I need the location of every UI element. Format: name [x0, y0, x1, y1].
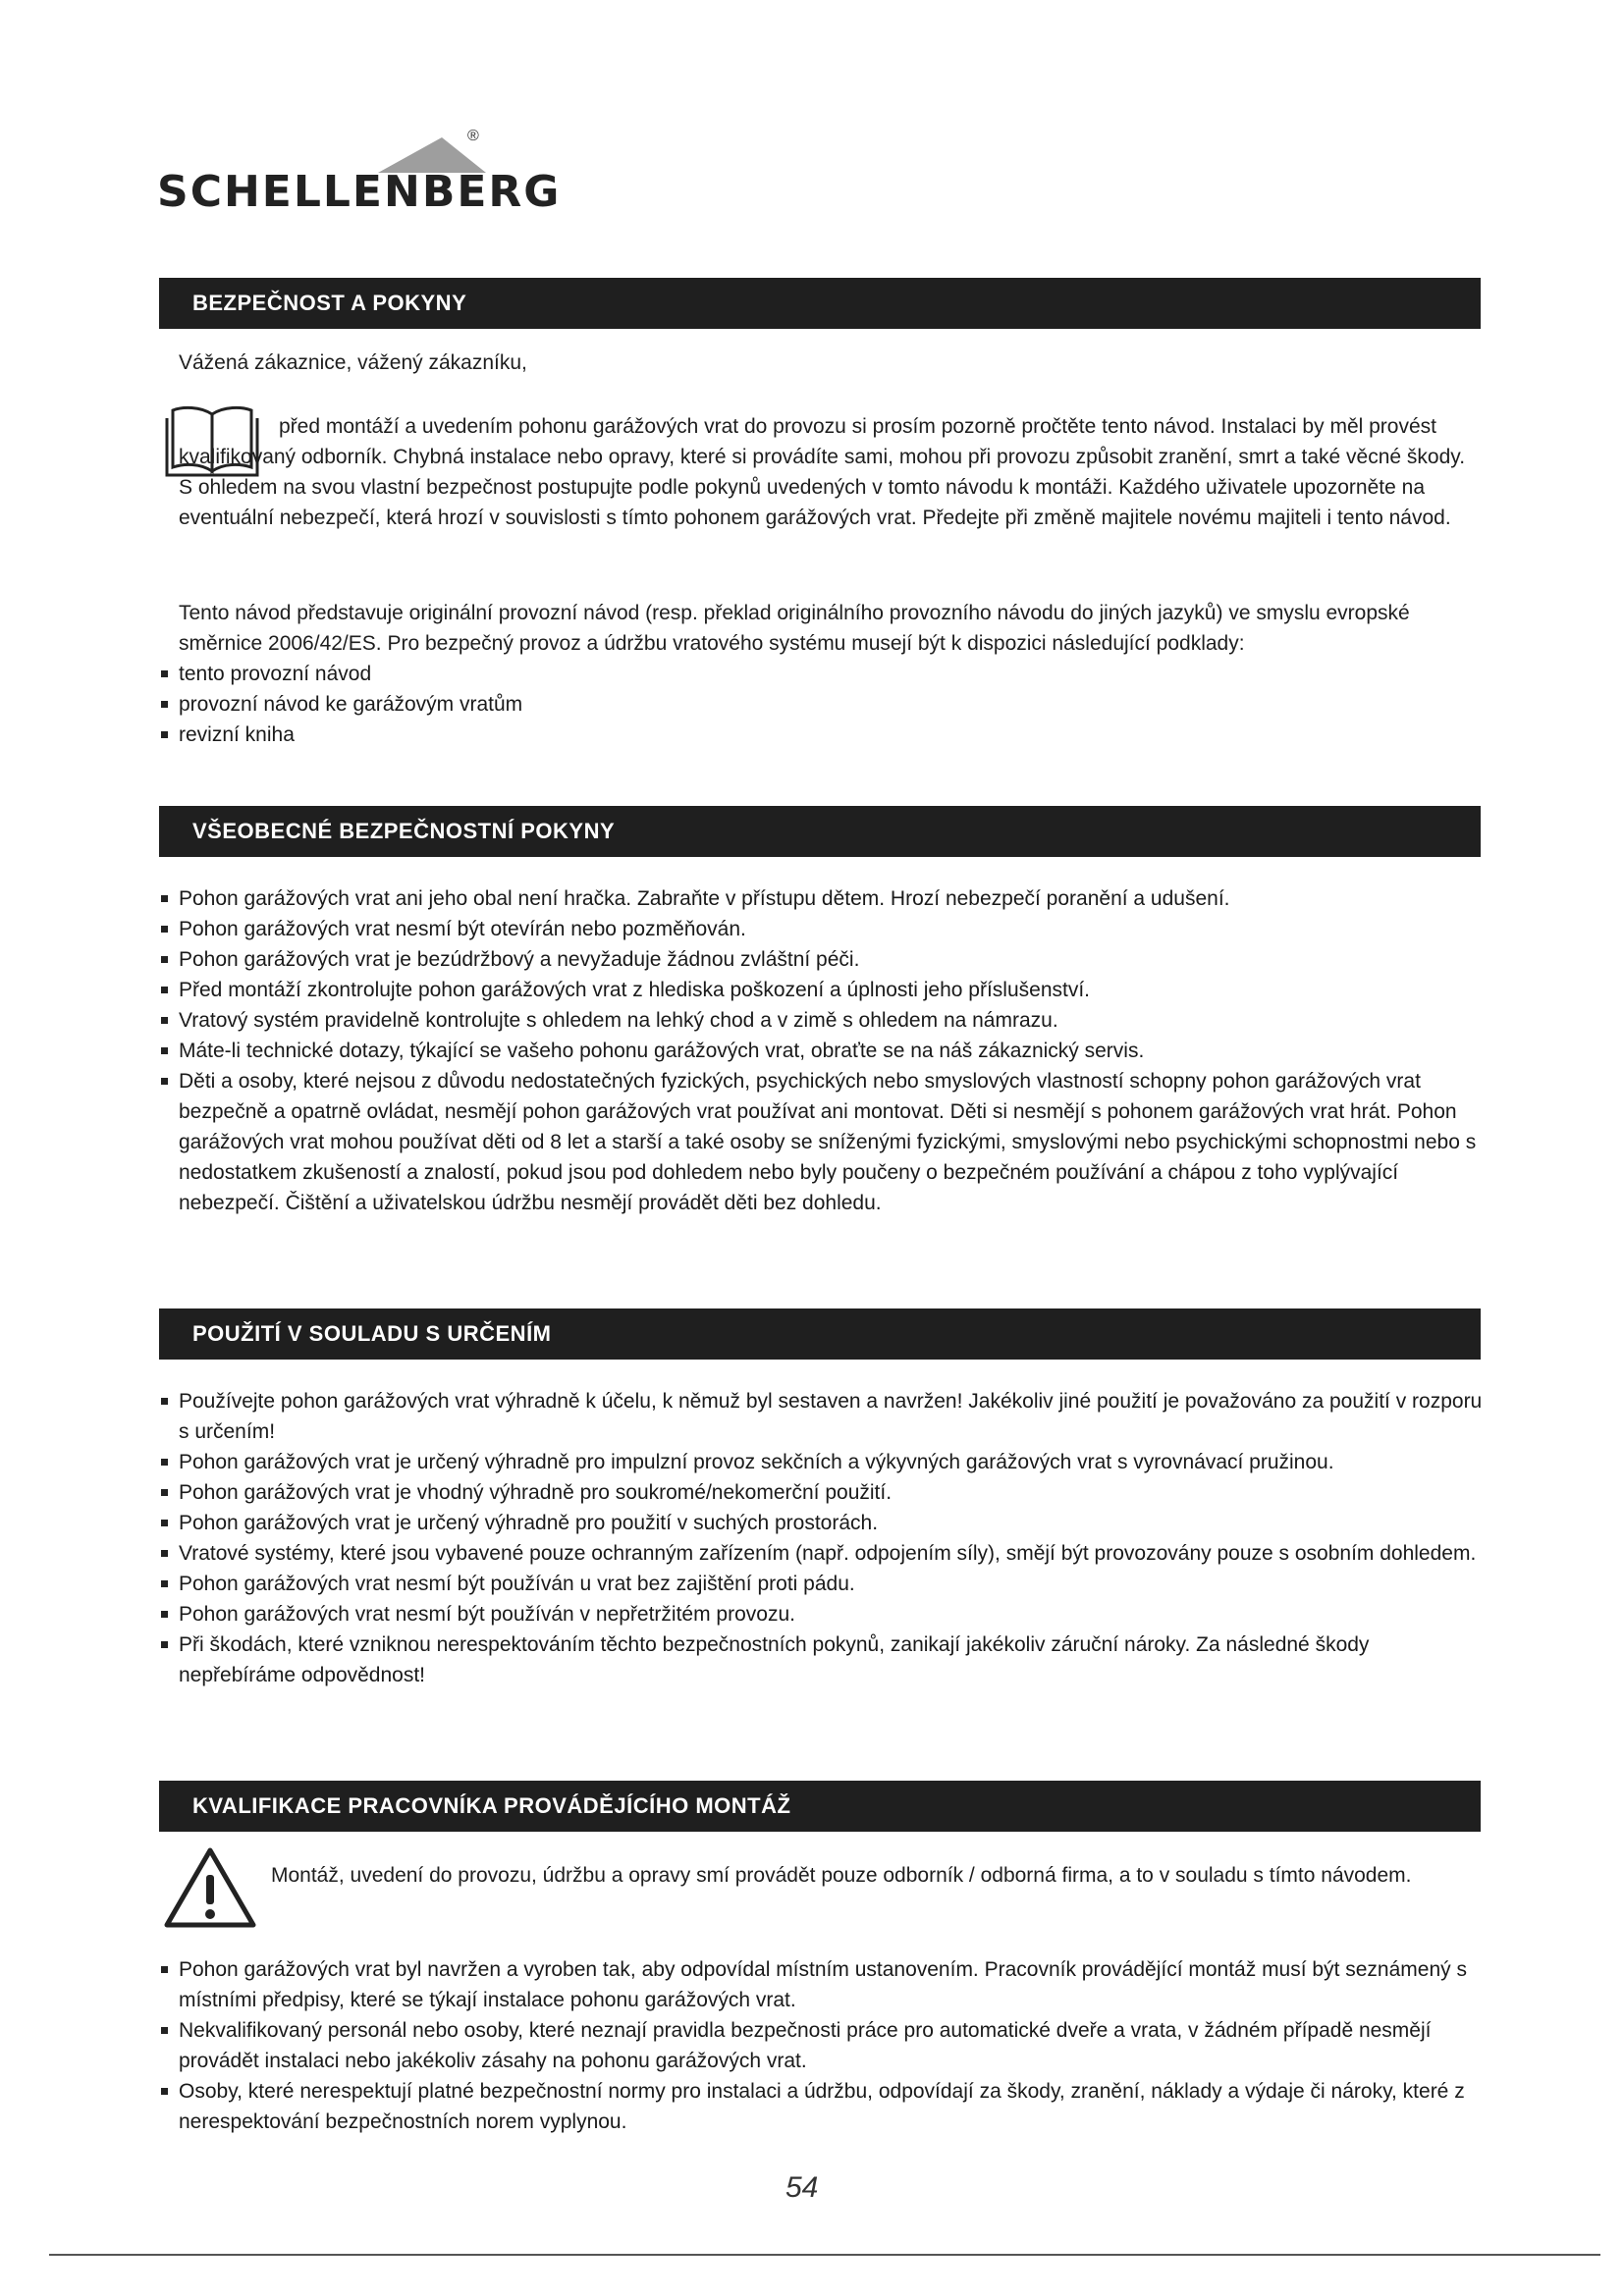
list-item: revizní kniha: [157, 720, 1473, 750]
section-header-safety: BEZPEČNOST A POKYNY: [159, 278, 1481, 329]
greeting: Vážená zákaznice, vážený zákazníku,: [179, 351, 527, 374]
list-item: Pohon garážových vrat nesmí být používán v nepřetržitém provozu.: [157, 1599, 1483, 1629]
list-item: Pohon garážových vrat je vhodný výhradně pro soukromé/nekomerční použití.: [157, 1477, 1483, 1508]
list-item: Pohon garážových vrat nesmí být používán u vrat bez zajištění proti pádu.: [157, 1569, 1483, 1599]
directive-paragraph: Tento návod představuje originální provozní návod (resp. překlad originálního provozního návodu do jiných jazyků) ve smyslu evropské směrnice 2006/42/ES. Pro bezpečný provoz a údržbu vratového systému musejí být k dispozici následující podklady:: [179, 602, 1410, 655]
qualification-list: [157, 1954, 1483, 2137]
list-item: tento provozní návod: [157, 659, 1473, 689]
list-item: Před montáží zkontrolujte pohon garážových vrat z hlediska poškození a úplnosti jeho příslušenství.: [157, 975, 1483, 1005]
page-number: 54: [785, 2171, 819, 2204]
list-item: Pohon garážových vrat je určený výhradně pro impulzní provoz sekčních a výkyvných garážových vrat s vyrovnávací pružinou.: [157, 1447, 1483, 1477]
list-item: Vratový systém pravidelně kontrolujte s ohledem na lehký chod a v zimě s ohledem na námrazu.: [157, 1005, 1483, 1036]
list-item: Pohon garážových vrat nesmí být otevírán nebo pozměňován.: [157, 914, 1483, 944]
list-item: Pohon garážových vrat je bezúdržbový a nevyžaduje žádnou zvláštní péči.: [157, 944, 1483, 975]
list-item: Pohon garážových vrat je určený výhradně pro použití v suchých prostorách.: [157, 1508, 1483, 1538]
intro-paragraph: před montáží a uvedením pohonu garážových vrat do provozu si prosím pozorně pročtěte tento návod. Instalaci by měl provést kvalifikovaný odborník. Chybná instalace nebo opravy, které si provádíte sami, mohou při provozu způsobit zranění, smrt a také věcné škody. S ohledem na svou vlastní bezpečnost postupujte podle pokynů uvedených v tomto návodu k montáži. Každého uživatele upozorněte na eventuální nebezpečí, která hrozí v souvislosti s tímto pohonem garážových vrat. Předejte při změně majitele novému majiteli i tento návod.: [179, 415, 1466, 529]
warning-text: Montáž, uvedení do provozu, údržbu a opravy smí provádět pouze odborník / odborná firma, a to v souladu s tímto návodem.: [271, 1864, 1412, 1887]
documents-list: [157, 659, 1473, 750]
list-item: Nekvalifikovaný personál nebo osoby, které neznají pravidla bezpečnosti práce pro automatické dveře a vrata, v žádném případě nesmějí provádět instalaci nebo jakékoliv zásahy na pohonu garážových vrat.: [157, 2015, 1483, 2076]
list-item: provozní návod ke garážovým vratům: [157, 689, 1473, 720]
registered-mark: ®: [467, 128, 479, 144]
list-item: Máte-li technické dotazy, týkající se vašeho pohonu garážových vrat, obraťte se na náš zákaznický servis.: [157, 1036, 1483, 1066]
intended-use-list: [157, 1386, 1483, 1690]
list-item: Osoby, které nerespektují platné bezpečnostní normy pro instalaci a údržbu, odpovídají za škody, zranění, náklady a výdaje či nároky, které z nerespektování bezpečnostních norem vyplynou.: [157, 2076, 1483, 2137]
warning-triangle-icon: [163, 1845, 257, 1930]
brand-name: SCHELLENBERG: [157, 167, 562, 217]
list-item: Pohon garážových vrat ani jeho obal není hračka. Zabraňte v přístupu dětem. Hrozí nebezpečí poranění a udušení.: [157, 883, 1483, 914]
general-safety-list: [157, 883, 1483, 1218]
list-item: Pohon garážových vrat byl navržen a vyroben tak, aby odpovídal místním ustanovením. Pracovník provádějící montáž musí být seznámený s místními předpisy, které se týkají instalace pohonu garážových vrat.: [157, 1954, 1483, 2015]
list-item: Při škodách, které vzniknou nerespektováním těchto bezpečnostních pokynů, zanikají jakékoliv záruční nároky. Za následné škody nepřebíráme odpovědnost!: [157, 1629, 1483, 1690]
list-item: Vratové systémy, které jsou vybavené pouze ochranným zařízením (např. odpojením síly), smějí být provozovány pouze s osobním dohledem.: [157, 1538, 1483, 1569]
section-header-installer-qualification: KVALIFIKACE PRACOVNÍKA PROVÁDĚJÍCÍHO MONTÁŽ: [159, 1781, 1481, 1832]
section-header-general-safety: VŠEOBECNÉ BEZPEČNOSTNÍ POKYNY: [159, 806, 1481, 857]
list-item: Používejte pohon garážových vrat výhradně k účelu, k němuž byl sestaven a navržen! Jakékoliv jiné použití je považováno za použití v rozporu s určením!: [157, 1386, 1483, 1447]
footer-divider: [49, 2254, 1600, 2256]
brand-logo: [157, 128, 562, 226]
section-header-intended-use: POUŽITÍ V SOULADU S URČENÍM: [159, 1308, 1481, 1360]
list-item: Děti a osoby, které nejsou z důvodu nedostatečných fyzických, psychických nebo smyslových vlastností schopny pohon garážových vrat bezpečně a opatrně ovládat, nesmějí pohon garážových vrat používat ani montovat. Děti si nesmějí s pohonem garážových vrat hrát. Pohon garážových vrat mohou používat děti od 8 let a starší a také osoby se sníženými fyzickými, smyslovými nebo psychickými schopnostmi nebo s nedostatkem zkušeností a znalostí, pokud jsou pod dohledem nebo byly poučeny o bezpečném používání a chápou z toho vyplývající nebezpečí. Čištění a uživatelskou údržbu nesmějí provádět děti bez dohledu.: [157, 1066, 1483, 1218]
